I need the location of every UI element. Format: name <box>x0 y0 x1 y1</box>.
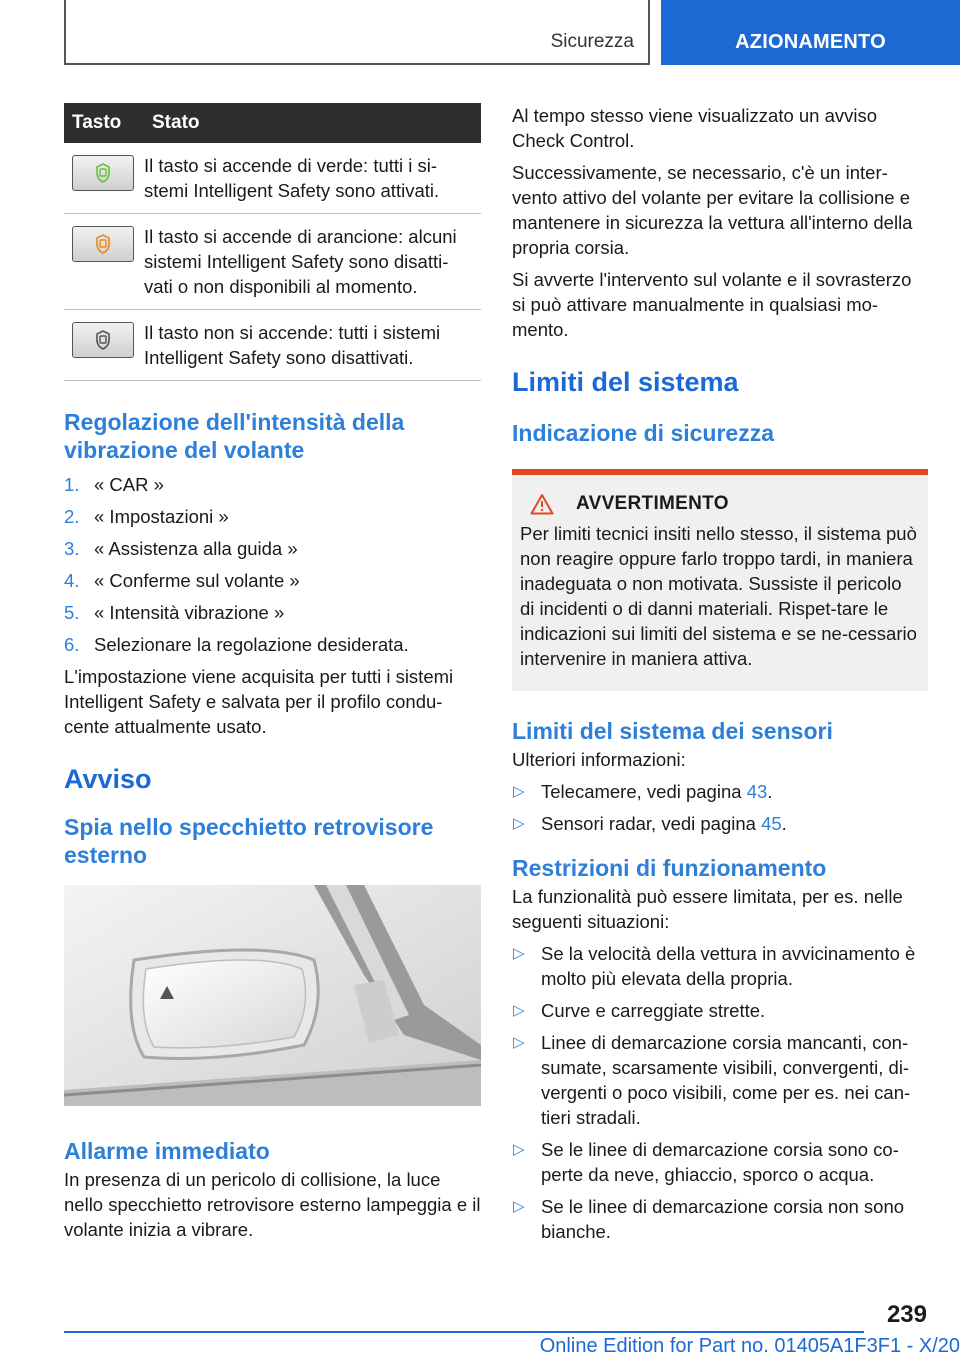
triangle-bullet-icon: ▷ <box>513 945 525 962</box>
table-row <box>64 214 481 310</box>
shield-icon <box>95 330 111 350</box>
list-item: 5. « Intensità vibrazione » <box>64 602 285 623</box>
list-item: ▷ Se le linee di demarcazione corsia non sono bianche. <box>513 1196 905 1242</box>
list-item: ▷ Sensori radar, vedi pagina 45. <box>513 813 787 834</box>
heading-avviso: Avviso <box>64 764 152 794</box>
warning-text: Per limiti tecnici insiti nello stesso, il sistema può non reagire oppure farlo troppo tardi, in maniera inadeguata o non motivata. Sussiste il pericolo di incidenti o di danni materiali. Rispet-tare le indicazioni sui limiti del sistema e se ne-cessario intervenire in maniera attiva. <box>520 523 917 669</box>
list-item: ▷ Linee di demarcazione corsia mancanti, con-sumate, scarsamente visibili, convergenti, di-vergenti o poco visibili, come per es. nei can-tieri stradali. <box>513 1032 911 1128</box>
triangle-bullet-icon: ▷ <box>513 815 525 832</box>
list-item: 1. « CAR » <box>64 474 164 495</box>
table-row <box>64 143 481 214</box>
heading-spia: Spia nello specchietto retrovisore esterno <box>64 814 434 868</box>
sensori-list <box>512 779 928 836</box>
header-section-box <box>64 0 650 65</box>
shield-icon <box>95 163 111 183</box>
footer-edition: Online Edition for Part no. 01405A1F3F1 - X/20 <box>539 1335 960 1357</box>
footer-divider <box>64 1331 864 1333</box>
heading-sensori: Limiti del sistema dei sensori <box>512 718 833 744</box>
steps-list <box>64 472 481 657</box>
paragraph-check-control: Al tempo stesso viene visualizzato un avviso Check Control. <box>512 105 878 151</box>
paragraph-intervento: Successivamente, se necessario, c'è un inter-vento attivo del volante per evitare la collisione e mantenere in sicurezza la vettura all'interno della propria corsia. <box>512 162 913 258</box>
heading-limiti: Limiti del sistema <box>512 367 739 397</box>
shield-icon <box>95 234 111 254</box>
triangle-bullet-icon: ▷ <box>513 1198 525 1215</box>
page-link[interactable]: 45 <box>761 813 782 834</box>
intelligent-safety-button-icon <box>72 322 134 358</box>
restrizioni-list <box>512 941 928 1244</box>
table-cell-stato: Il tasto si accende di arancione: alcuni sistemi Intelligent Safety sono disatti- vati o non disponibili al momento. <box>144 214 481 310</box>
heading-allarme: Allarme immediato <box>64 1138 270 1164</box>
status-table <box>64 103 481 381</box>
table-cell-stato: Il tasto si accende di verde: tutti i si- stemi Intelligent Safety sono attivati. <box>144 143 481 214</box>
chapter-tab[interactable] <box>661 0 960 65</box>
triangle-bullet-icon: ▷ <box>513 1034 525 1051</box>
page-number: 239 <box>886 1301 927 1328</box>
table-header-stato: Stato <box>144 103 481 143</box>
triangle-bullet-icon: ▷ <box>513 1141 525 1158</box>
list-item: ▷ Se la velocità della vettura in avvicinamento è molto più elevata della propria. <box>513 943 916 989</box>
section-title: Sicurezza <box>550 31 634 52</box>
heading-indicazione: Indicazione di sicurezza <box>512 420 775 446</box>
heading-regolazione: Regolazione dell'intensità della vibrazione del volante <box>64 409 405 463</box>
left-column <box>64 103 481 1242</box>
table-header-tasto: Tasto <box>64 103 144 143</box>
paragraph-ulteriori: Ulteriori informazioni: <box>512 749 686 770</box>
right-column <box>512 103 928 1251</box>
paragraph-impostazione: L'impostazione viene acquisita per tutti i sistemi Intelligent Safety e salvata per il profilo condu-cente attualmente usato. <box>64 666 454 737</box>
chapter-title: AZIONAMENTO <box>735 31 886 53</box>
list-item: ▷ Curve e carreggiate strette. <box>513 1000 766 1021</box>
side-mirror-illustration <box>64 885 481 1106</box>
triangle-bullet-icon: ▷ <box>513 1002 525 1019</box>
list-item: 4. « Conferme sul volante » <box>64 570 300 591</box>
paragraph-allarme: In presenza di un pericolo di collisione, la luce nello specchietto retrovisore esterno lampeggia e il volante inizia a vibrare. <box>64 1169 481 1240</box>
list-item: ▷ Telecamere, vedi pagina 43. <box>513 781 773 802</box>
warning-triangle-icon <box>530 493 554 515</box>
table-cell-stato: Il tasto non si accende: tutti i sistemi Intelligent Safety sono disattivati. <box>144 310 481 381</box>
list-item: 6. Selezionare la regolazione desiderata. <box>64 634 409 655</box>
triangle-bullet-icon: ▷ <box>513 783 525 800</box>
mirror-image <box>64 885 481 1106</box>
paragraph-sovrasterzo: Si avverte l'intervento sul volante e il sovrasterzo si può attivare manualmente in qualsiasi mo-mento. <box>512 269 912 340</box>
intelligent-safety-button-icon <box>72 226 134 262</box>
table-row <box>64 310 481 381</box>
warning-header <box>530 493 920 515</box>
list-item: ▷ Se le linee di demarcazione corsia sono co-perte da neve, ghiaccio, sporco o acqua. <box>513 1139 899 1185</box>
warning-box <box>512 469 928 691</box>
heading-restrizioni: Restrizioni di funzionamento <box>512 855 827 881</box>
list-item: 3. « Assistenza alla guida » <box>64 538 298 559</box>
intelligent-safety-button-icon <box>72 155 134 191</box>
list-item: 2. « Impostazioni » <box>64 506 229 527</box>
paragraph-restrizioni: La funzionalità può essere limitata, per es. nelle seguenti situazioni: <box>512 886 903 932</box>
page-link[interactable]: 43 <box>746 781 768 802</box>
warning-title: AVVERTIMENTO <box>576 493 729 514</box>
